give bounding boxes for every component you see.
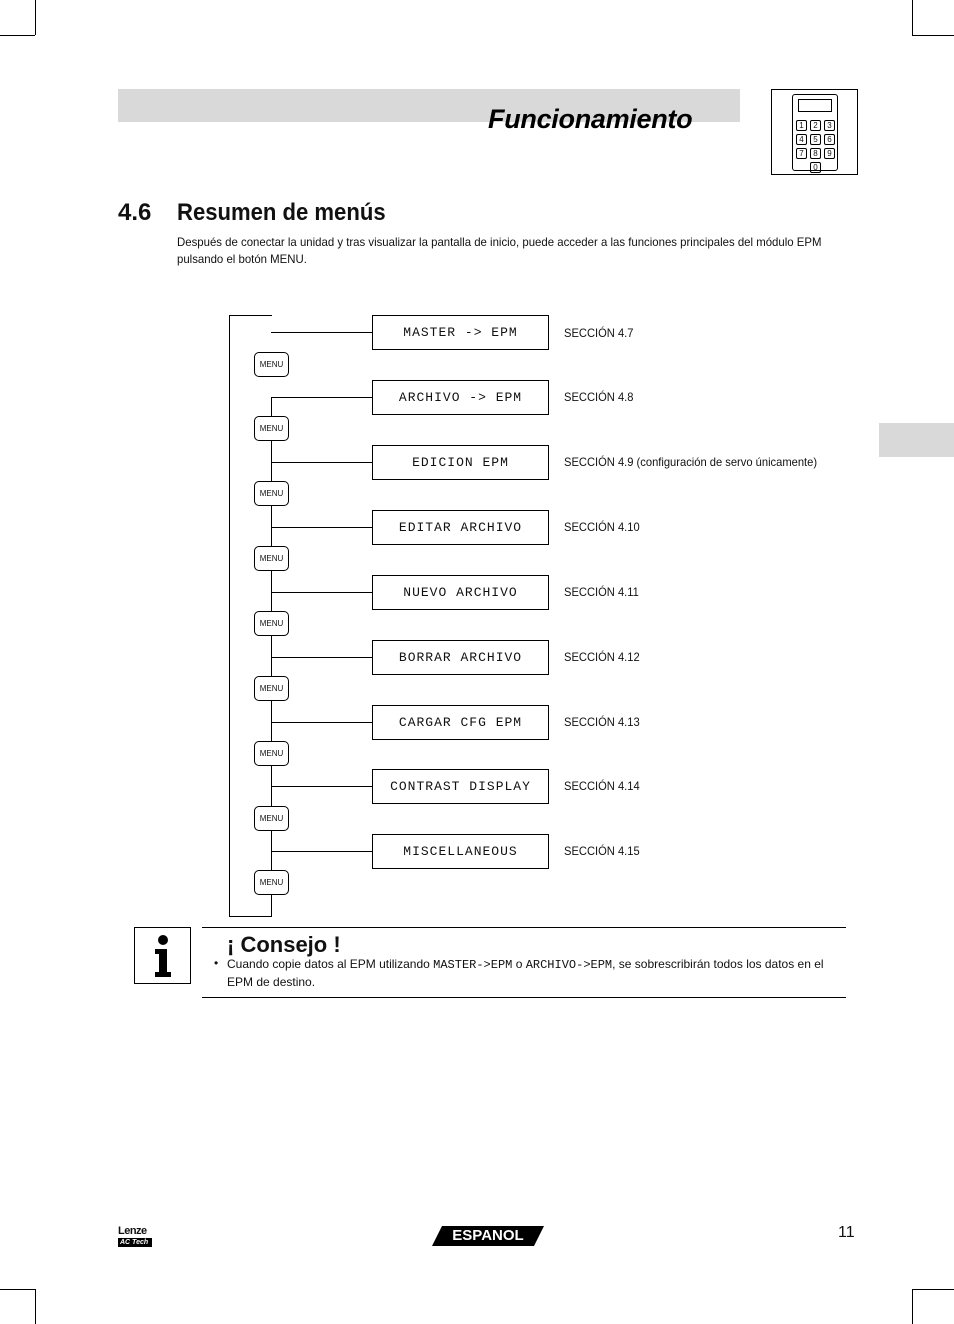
menu-button: MENU [254,676,289,701]
connector-line [271,441,272,481]
menu-item-master-epm: MASTER -> EPM [372,315,549,350]
menu-item-edicion-epm: EDICION EPM [372,445,549,480]
tip-rule-top [202,927,846,928]
keypad-key: 9 [824,148,835,159]
section-reference: SECCIÓN 4.11 [564,585,639,599]
crop-mark [912,0,913,35]
logo-text-top: Lenze [118,1225,147,1237]
tip-title: ¡ Consejo ! [227,932,341,957]
connector-line [271,527,372,528]
page-title: Funcionamiento [488,104,693,134]
section-reference: SECCIÓN 4.12 [564,650,640,664]
crop-mark [0,1289,35,1290]
connector-line [271,462,372,463]
tip-text-part: , se sobrescribirán todos los datos en el EPM de destino. [227,957,824,989]
keypad-key: 2 [810,120,821,131]
tip-rule-bottom [202,997,846,998]
connector-line [271,786,372,787]
section-reference: SECCIÓN 4.9 (configuración de servo únicamente) [564,455,818,469]
logo-text-bottom: AC Tech [118,1238,152,1247]
tip-text-part: Cuando copie datos al EPM utilizando [227,957,434,971]
connector-line [271,571,272,611]
crop-mark [0,35,35,36]
menu-item-archivo-epm: ARCHIVO -> EPM [372,380,549,415]
menu-item-miscellaneous: MISCELLANEOUS [372,834,549,869]
connector-line [271,657,372,658]
connector-line [271,722,372,723]
keypad-key: 6 [824,134,835,145]
connector-line [271,636,272,676]
keypad-icon [771,89,858,175]
language-label: ESPANOL [452,1227,524,1244]
info-icon-box [134,927,191,984]
keypad-key: 1 [796,120,807,131]
menu-button: MENU [254,416,289,441]
menu-item-borrar-archivo: BORRAR ARCHIVO [372,640,549,675]
tip-bullet: • [214,956,219,970]
connector-line [271,506,272,546]
keypad-key: 3 [824,120,835,131]
keypad-key: 4 [796,134,807,145]
crop-mark [912,1289,954,1290]
info-icon [152,934,174,978]
crop-mark [35,1289,36,1324]
menu-item-nuevo-archivo: NUEVO ARCHIVO [372,575,549,610]
section-reference: SECCIÓN 4.8 [564,390,634,404]
page-number: 11 [838,1224,855,1241]
section-title: Resumen de menús [177,199,386,226]
keypad-key: 7 [796,148,807,159]
connector-line [271,851,372,852]
menu-item-cargar-cfg-epm: CARGAR CFG EPM [372,705,549,740]
section-reference: SECCIÓN 4.15 [564,844,640,858]
tip-text [227,956,842,991]
menu-button: MENU [254,352,289,377]
menu-button: MENU [254,741,289,766]
intro-paragraph: Después de conectar la unidad y tras visualizar la pantalla de inicio, puede acceder a las funciones principales del módulo EPM pulsando el botón MENU. [177,235,822,266]
section-reference: SECCIÓN 4.13 [564,715,640,729]
connector-line [271,701,272,741]
connector-line [271,332,372,333]
menu-item-contrast-display: CONTRAST DISPLAY [372,769,549,804]
menu-button: MENU [254,870,289,895]
connector-line [271,895,272,917]
menu-item-editar-archivo: EDITAR ARCHIVO [372,510,549,545]
menu-button: MENU [254,481,289,506]
side-tab [879,423,954,457]
keypad-device [792,94,838,171]
crop-mark [912,35,954,36]
lenze-logo [118,1226,152,1247]
keypad-key: 0 [810,162,821,173]
crop-mark [35,0,36,35]
connector-line [271,592,372,593]
keypad-screen [798,99,832,112]
keypad-key: 8 [810,148,821,159]
connector-line [271,397,372,398]
connector-line [271,398,272,416]
section-number: 4.6 [118,199,152,226]
tip-text-part: o [512,957,526,971]
menu-button: MENU [254,806,289,831]
keypad-key: 5 [810,134,821,145]
section-reference: SECCIÓN 4.10 [564,520,640,534]
crop-mark [912,1289,913,1324]
menu-button: MENU [254,546,289,571]
section-reference: SECCIÓN 4.7 [564,326,634,340]
menu-button: MENU [254,611,289,636]
section-reference: SECCIÓN 4.14 [564,779,640,793]
tip-code: MASTER->EPM [433,958,513,972]
tip-code: ARCHIVO->EPM [525,958,613,972]
